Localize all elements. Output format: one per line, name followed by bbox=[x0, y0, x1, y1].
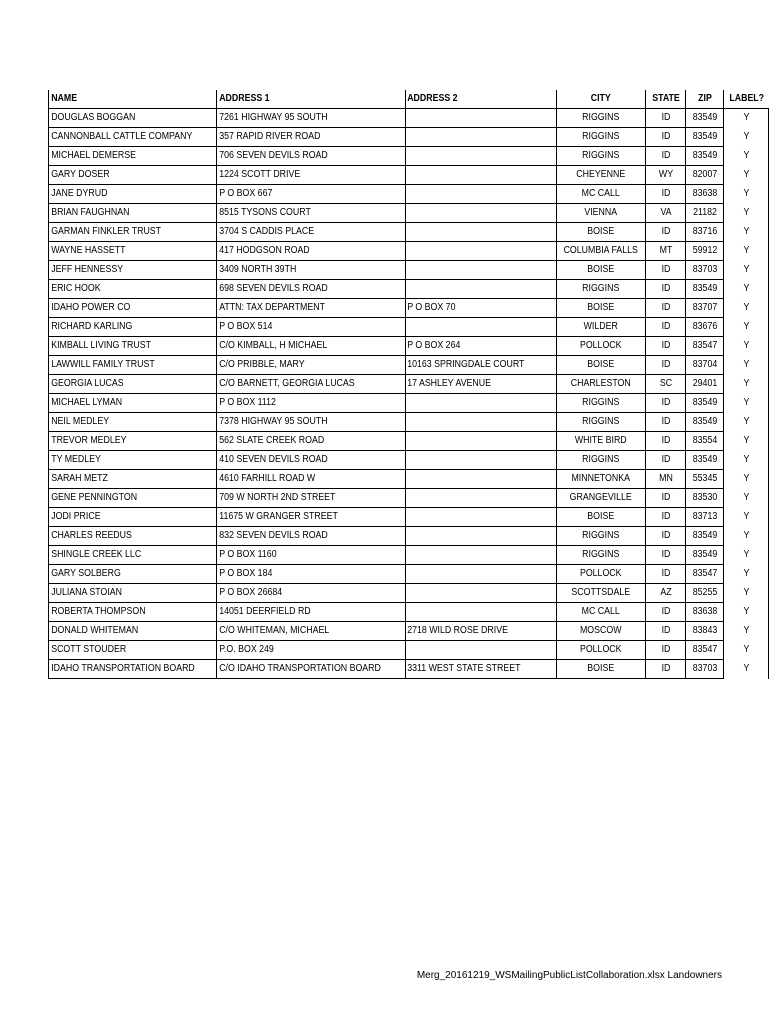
cell-address-2 bbox=[405, 603, 538, 622]
cell-label: Y bbox=[727, 223, 767, 242]
cell-label: Y bbox=[727, 622, 767, 641]
cell-label: Y bbox=[727, 489, 767, 508]
table-row bbox=[49, 565, 769, 584]
cell-address-1: P O BOX 514 bbox=[217, 318, 383, 337]
table-row bbox=[49, 128, 769, 147]
cell-address-1: C/O IDAHO TRANSPORTATION BOARD bbox=[217, 660, 383, 679]
table-row bbox=[49, 280, 769, 299]
cell-state: ID bbox=[648, 489, 683, 508]
cell-label: Y bbox=[727, 166, 767, 185]
cell-address-1: 4610 FARHILL ROAD W bbox=[217, 470, 383, 489]
cell-address-1: 3704 S CADDIS PLACE bbox=[217, 223, 383, 242]
cell-address-2 bbox=[405, 508, 538, 527]
cell-label: Y bbox=[727, 413, 767, 432]
cell-city: MC CALL bbox=[562, 185, 641, 204]
cell-state: ID bbox=[648, 185, 683, 204]
cell-address-1: C/O BARNETT, GEORGIA LUCAS bbox=[217, 375, 383, 394]
landowner-table-container bbox=[48, 90, 769, 679]
cell-address-2 bbox=[405, 527, 538, 546]
cell-state: ID bbox=[648, 128, 683, 147]
table-row bbox=[49, 432, 769, 451]
cell-address-1: 8515 TYSONS COURT bbox=[217, 204, 383, 223]
cell-address-1: P O BOX 667 bbox=[217, 185, 383, 204]
cell-zip: 83549 bbox=[688, 546, 721, 565]
cell-address-1: 7261 HIGHWAY 95 SOUTH bbox=[217, 109, 383, 128]
cell-zip: 83549 bbox=[688, 394, 721, 413]
cell-name: CANNONBALL CATTLE COMPANY bbox=[49, 128, 197, 147]
cell-address-2 bbox=[405, 147, 538, 166]
cell-zip: 59912 bbox=[688, 242, 721, 261]
table-row bbox=[49, 261, 769, 280]
cell-city: WILDER bbox=[562, 318, 641, 337]
cell-address-2 bbox=[405, 432, 538, 451]
cell-address-2 bbox=[405, 223, 538, 242]
cell-state: ID bbox=[648, 356, 683, 375]
table-row bbox=[49, 299, 769, 318]
table-row bbox=[49, 223, 769, 242]
cell-state: ID bbox=[648, 660, 683, 679]
cell-city: BOISE bbox=[562, 261, 641, 280]
cell-address-2 bbox=[405, 166, 538, 185]
cell-name: WAYNE HASSETT bbox=[49, 242, 197, 261]
cell-name: BRIAN FAUGHNAN bbox=[49, 204, 197, 223]
cell-address-2: 10163 SPRINGDALE COURT bbox=[405, 356, 538, 375]
cell-address-2: P O BOX 70 bbox=[405, 299, 538, 318]
table-row bbox=[49, 489, 769, 508]
cell-city: BOISE bbox=[562, 356, 641, 375]
cell-label: Y bbox=[727, 299, 767, 318]
cell-address-2 bbox=[405, 204, 538, 223]
cell-zip: 83703 bbox=[688, 660, 721, 679]
table-row bbox=[49, 242, 769, 261]
cell-zip: 21182 bbox=[688, 204, 721, 223]
cell-address-2 bbox=[405, 185, 538, 204]
cell-label: Y bbox=[727, 603, 767, 622]
cell-state: WY bbox=[648, 166, 683, 185]
cell-name: GEORGIA LUCAS bbox=[49, 375, 197, 394]
cell-address-1: C/O KIMBALL, H MICHAEL bbox=[217, 337, 383, 356]
cell-name: MICHAEL DEMERSE bbox=[49, 147, 197, 166]
cell-address-1: 562 SLATE CREEK ROAD bbox=[217, 432, 383, 451]
cell-name: GARY DOSER bbox=[49, 166, 197, 185]
table-row bbox=[49, 356, 769, 375]
cell-address-2 bbox=[405, 280, 538, 299]
cell-city: RIGGINS bbox=[562, 527, 641, 546]
cell-city: BOISE bbox=[562, 660, 641, 679]
cell-city: MINNETONKA bbox=[562, 470, 641, 489]
table-row bbox=[49, 641, 769, 660]
cell-city: RIGGINS bbox=[562, 451, 641, 470]
cell-state: AZ bbox=[648, 584, 683, 603]
cell-label: Y bbox=[727, 641, 767, 660]
cell-label: Y bbox=[727, 546, 767, 565]
cell-zip: 83547 bbox=[688, 337, 721, 356]
cell-name: IDAHO POWER CO bbox=[49, 299, 197, 318]
cell-address-1: P O BOX 1112 bbox=[217, 394, 383, 413]
cell-city: POLLOCK bbox=[562, 565, 641, 584]
cell-name: SHINGLE CREEK LLC bbox=[49, 546, 197, 565]
cell-state: ID bbox=[648, 147, 683, 166]
cell-label: Y bbox=[727, 261, 767, 280]
cell-city: WHITE BIRD bbox=[562, 432, 641, 451]
cell-zip: 83549 bbox=[688, 280, 721, 299]
cell-address-1: 709 W NORTH 2ND STREET bbox=[217, 489, 383, 508]
cell-label: Y bbox=[727, 565, 767, 584]
cell-label: Y bbox=[727, 470, 767, 489]
cell-name: TREVOR MEDLEY bbox=[49, 432, 197, 451]
cell-zip: 82007 bbox=[688, 166, 721, 185]
cell-state: ID bbox=[648, 413, 683, 432]
table-row bbox=[49, 584, 769, 603]
cell-zip: 83554 bbox=[688, 432, 721, 451]
cell-city: MOSCOW bbox=[562, 622, 641, 641]
cell-name: JULIANA STOIAN bbox=[49, 584, 197, 603]
cell-label: Y bbox=[727, 432, 767, 451]
cell-address-1: 357 RAPID RIVER ROAD bbox=[217, 128, 383, 147]
table-row bbox=[49, 185, 769, 204]
cell-label: Y bbox=[727, 128, 767, 147]
cell-address-2: 2718 WILD ROSE DRIVE bbox=[405, 622, 538, 641]
cell-label: Y bbox=[727, 109, 767, 128]
cell-name: JEFF HENNESSY bbox=[49, 261, 197, 280]
cell-address-1: 417 HODGSON ROAD bbox=[217, 242, 383, 261]
cell-name: TY MEDLEY bbox=[49, 451, 197, 470]
cell-name: RICHARD KARLING bbox=[49, 318, 197, 337]
cell-city: RIGGINS bbox=[562, 394, 641, 413]
cell-name: DONALD WHITEMAN bbox=[49, 622, 197, 641]
cell-address-1: ATTN: TAX DEPARTMENT bbox=[217, 299, 383, 318]
cell-address-1: 698 SEVEN DEVILS ROAD bbox=[217, 280, 383, 299]
cell-label: Y bbox=[727, 147, 767, 166]
table-row bbox=[49, 318, 769, 337]
cell-address-2 bbox=[405, 641, 538, 660]
cell-address-2 bbox=[405, 318, 538, 337]
header-city: CITY bbox=[562, 90, 641, 109]
cell-label: Y bbox=[727, 375, 767, 394]
cell-city: POLLOCK bbox=[562, 337, 641, 356]
cell-address-1: 832 SEVEN DEVILS ROAD bbox=[217, 527, 383, 546]
cell-city: COLUMBIA FALLS bbox=[562, 242, 641, 261]
cell-state: ID bbox=[648, 641, 683, 660]
cell-label: Y bbox=[727, 356, 767, 375]
cell-city: MC CALL bbox=[562, 603, 641, 622]
table-row bbox=[49, 451, 769, 470]
cell-name: IDAHO TRANSPORTATION BOARD bbox=[49, 660, 197, 679]
cell-name: LAWWILL FAMILY TRUST bbox=[49, 356, 197, 375]
cell-state: ID bbox=[648, 109, 683, 128]
cell-zip: 83716 bbox=[688, 223, 721, 242]
table-row bbox=[49, 394, 769, 413]
cell-city: VIENNA bbox=[562, 204, 641, 223]
cell-zip: 83704 bbox=[688, 356, 721, 375]
cell-address-2 bbox=[405, 242, 538, 261]
header-zip: ZIP bbox=[688, 90, 721, 109]
header-name: NAME bbox=[49, 90, 197, 109]
cell-zip: 83549 bbox=[688, 147, 721, 166]
cell-city: SCOTTSDALE bbox=[562, 584, 641, 603]
cell-address-1: P O BOX 26684 bbox=[217, 584, 383, 603]
cell-state: ID bbox=[648, 223, 683, 242]
cell-address-2 bbox=[405, 261, 538, 280]
cell-zip: 83547 bbox=[688, 641, 721, 660]
cell-address-1: C/O WHITEMAN, MICHAEL bbox=[217, 622, 383, 641]
cell-city: RIGGINS bbox=[562, 546, 641, 565]
cell-address-1: 410 SEVEN DEVILS ROAD bbox=[217, 451, 383, 470]
cell-address-2 bbox=[405, 451, 538, 470]
cell-name: SARAH METZ bbox=[49, 470, 197, 489]
cell-name: GARMAN FINKLER TRUST bbox=[49, 223, 197, 242]
cell-state: ID bbox=[648, 261, 683, 280]
cell-city: RIGGINS bbox=[562, 413, 641, 432]
header-address-2: ADDRESS 2 bbox=[405, 90, 538, 109]
cell-address-1: C/O PRIBBLE, MARY bbox=[217, 356, 383, 375]
cell-zip: 83713 bbox=[688, 508, 721, 527]
cell-name: ERIC HOOK bbox=[49, 280, 197, 299]
cell-zip: 83676 bbox=[688, 318, 721, 337]
cell-state: ID bbox=[648, 394, 683, 413]
cell-city: BOISE bbox=[562, 508, 641, 527]
cell-state: SC bbox=[648, 375, 683, 394]
cell-label: Y bbox=[727, 318, 767, 337]
cell-city: RIGGINS bbox=[562, 147, 641, 166]
cell-zip: 83549 bbox=[688, 413, 721, 432]
cell-state: ID bbox=[648, 432, 683, 451]
cell-label: Y bbox=[727, 394, 767, 413]
cell-state: VA bbox=[648, 204, 683, 223]
cell-name: JANE DYRUD bbox=[49, 185, 197, 204]
cell-address-1: 11675 W GRANGER STREET bbox=[217, 508, 383, 527]
cell-state: ID bbox=[648, 508, 683, 527]
cell-state: ID bbox=[648, 280, 683, 299]
cell-address-2 bbox=[405, 413, 538, 432]
cell-address-2 bbox=[405, 128, 538, 147]
cell-address-2 bbox=[405, 470, 538, 489]
cell-address-2 bbox=[405, 565, 538, 584]
cell-state: ID bbox=[648, 603, 683, 622]
table-row bbox=[49, 147, 769, 166]
cell-address-2 bbox=[405, 394, 538, 413]
cell-state: ID bbox=[648, 565, 683, 584]
cell-address-2: 3311 WEST STATE STREET bbox=[405, 660, 538, 679]
table-row bbox=[49, 546, 769, 565]
cell-state: ID bbox=[648, 337, 683, 356]
table-row bbox=[49, 527, 769, 546]
cell-address-2 bbox=[405, 109, 538, 128]
cell-address-1: 1224 SCOTT DRIVE bbox=[217, 166, 383, 185]
header-label: LABEL? bbox=[727, 90, 767, 109]
cell-address-1: 7378 HIGHWAY 95 SOUTH bbox=[217, 413, 383, 432]
cell-state: MT bbox=[648, 242, 683, 261]
cell-city: BOISE bbox=[562, 299, 641, 318]
table-row bbox=[49, 337, 769, 356]
cell-zip: 83638 bbox=[688, 185, 721, 204]
table-row bbox=[49, 470, 769, 489]
header-address-1: ADDRESS 1 bbox=[217, 90, 383, 109]
cell-label: Y bbox=[727, 280, 767, 299]
cell-label: Y bbox=[727, 242, 767, 261]
table-row bbox=[49, 204, 769, 223]
cell-name: NEIL MEDLEY bbox=[49, 413, 197, 432]
cell-name: DOUGLAS BOGGAN bbox=[49, 109, 197, 128]
cell-state: ID bbox=[648, 299, 683, 318]
cell-zip: 83638 bbox=[688, 603, 721, 622]
table-body bbox=[49, 109, 769, 679]
cell-city: GRANGEVILLE bbox=[562, 489, 641, 508]
cell-name: MICHAEL LYMAN bbox=[49, 394, 197, 413]
cell-address-1: P.O. BOX 249 bbox=[217, 641, 383, 660]
cell-zip: 83843 bbox=[688, 622, 721, 641]
cell-label: Y bbox=[727, 204, 767, 223]
cell-zip: 83530 bbox=[688, 489, 721, 508]
cell-state: ID bbox=[648, 622, 683, 641]
cell-zip: 55345 bbox=[688, 470, 721, 489]
cell-name: SCOTT STOUDER bbox=[49, 641, 197, 660]
cell-address-1: 706 SEVEN DEVILS ROAD bbox=[217, 147, 383, 166]
cell-name: CHARLES REEDUS bbox=[49, 527, 197, 546]
cell-state: ID bbox=[648, 318, 683, 337]
cell-state: ID bbox=[648, 451, 683, 470]
table-row bbox=[49, 375, 769, 394]
cell-zip: 83707 bbox=[688, 299, 721, 318]
table-row bbox=[49, 413, 769, 432]
cell-state: MN bbox=[648, 470, 683, 489]
cell-name: KIMBALL LIVING TRUST bbox=[49, 337, 197, 356]
cell-city: RIGGINS bbox=[562, 280, 641, 299]
cell-zip: 83703 bbox=[688, 261, 721, 280]
cell-city: CHEYENNE bbox=[562, 166, 641, 185]
cell-zip: 83547 bbox=[688, 565, 721, 584]
cell-address-2: 17 ASHLEY AVENUE bbox=[405, 375, 538, 394]
cell-label: Y bbox=[727, 527, 767, 546]
cell-zip: 83549 bbox=[688, 527, 721, 546]
cell-address-1: P O BOX 184 bbox=[217, 565, 383, 584]
cell-address-2 bbox=[405, 584, 538, 603]
cell-city: RIGGINS bbox=[562, 128, 641, 147]
landowner-table bbox=[48, 90, 769, 679]
cell-address-1: 14051 DEERFIELD RD bbox=[217, 603, 383, 622]
cell-address-1: P O BOX 1160 bbox=[217, 546, 383, 565]
cell-label: Y bbox=[727, 660, 767, 679]
cell-address-2: P O BOX 264 bbox=[405, 337, 538, 356]
cell-label: Y bbox=[727, 584, 767, 603]
cell-city: RIGGINS bbox=[562, 109, 641, 128]
table-row bbox=[49, 109, 769, 128]
cell-address-1: 3409 NORTH 39TH bbox=[217, 261, 383, 280]
cell-name: GENE PENNINGTON bbox=[49, 489, 197, 508]
cell-city: CHARLESTON bbox=[562, 375, 641, 394]
table-row bbox=[49, 508, 769, 527]
cell-label: Y bbox=[727, 337, 767, 356]
cell-state: ID bbox=[648, 527, 683, 546]
cell-zip: 83549 bbox=[688, 451, 721, 470]
cell-city: BOISE bbox=[562, 223, 641, 242]
header-row bbox=[49, 90, 769, 109]
cell-zip: 85255 bbox=[688, 584, 721, 603]
table-row bbox=[49, 622, 769, 641]
cell-name: JODI PRICE bbox=[49, 508, 197, 527]
cell-zip: 29401 bbox=[688, 375, 721, 394]
cell-state: ID bbox=[648, 546, 683, 565]
cell-address-2 bbox=[405, 546, 538, 565]
cell-name: ROBERTA THOMPSON bbox=[49, 603, 197, 622]
cell-label: Y bbox=[727, 508, 767, 527]
table-row bbox=[49, 660, 769, 679]
cell-city: POLLOCK bbox=[562, 641, 641, 660]
page-footer: Merg_20161219_WSMailingPublicListCollaboration.xlsx Landowners bbox=[416, 970, 722, 981]
cell-label: Y bbox=[727, 185, 767, 204]
cell-zip: 83549 bbox=[688, 128, 721, 147]
table-row bbox=[49, 603, 769, 622]
cell-name: GARY SOLBERG bbox=[49, 565, 197, 584]
table-row bbox=[49, 166, 769, 185]
cell-address-2 bbox=[405, 489, 538, 508]
cell-zip: 83549 bbox=[688, 109, 721, 128]
cell-label: Y bbox=[727, 451, 767, 470]
header-state: STATE bbox=[648, 90, 683, 109]
